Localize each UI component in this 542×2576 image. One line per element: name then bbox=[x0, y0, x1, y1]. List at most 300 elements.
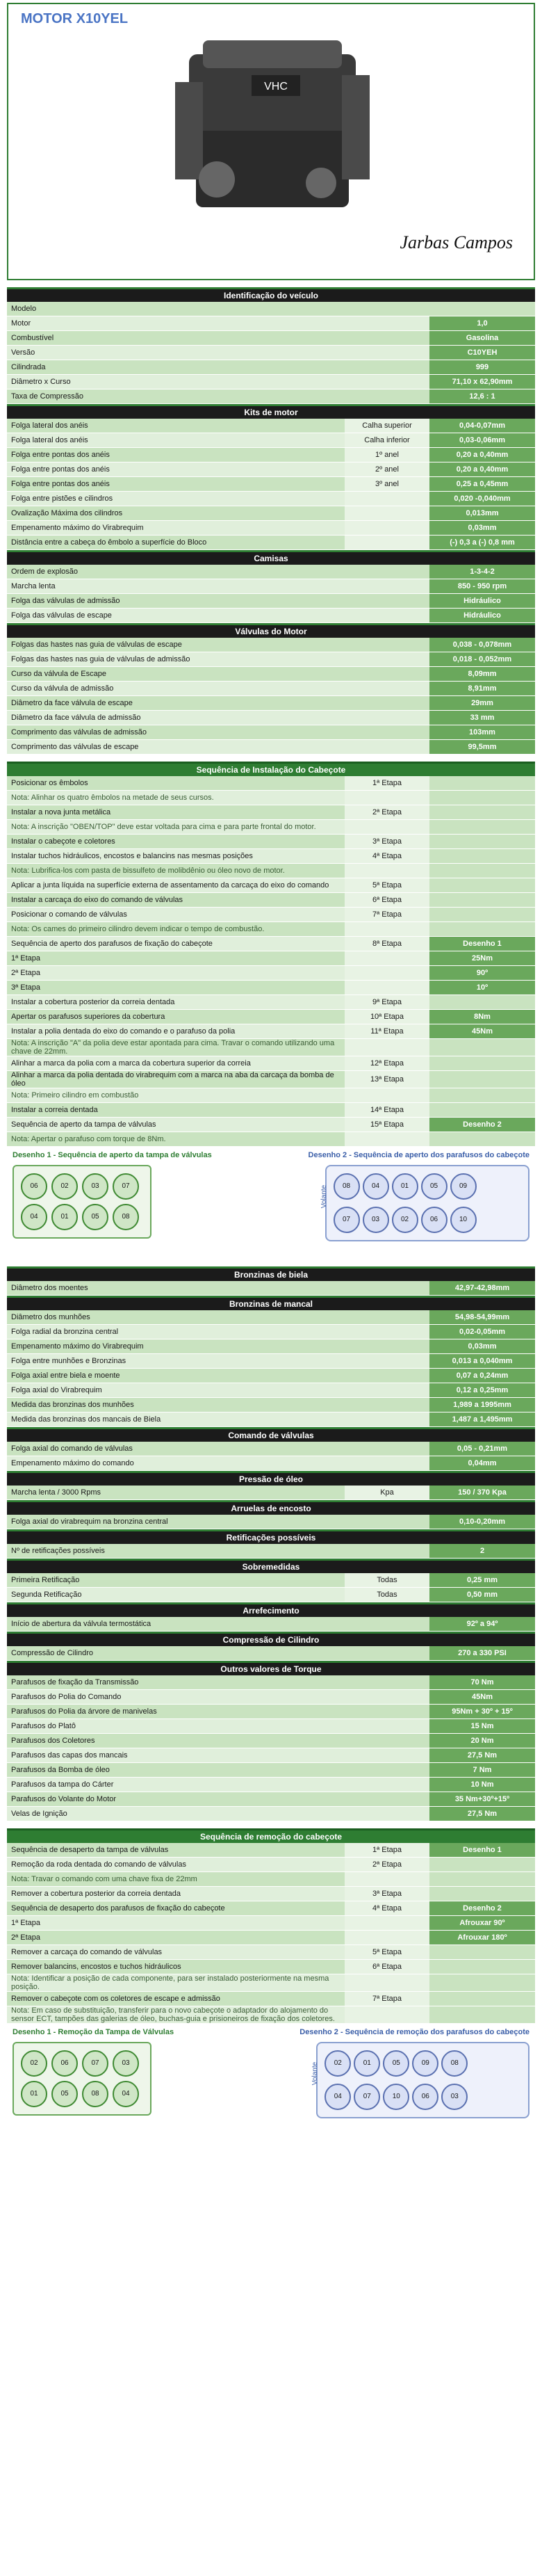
table-row bbox=[7, 1442, 535, 1456]
row-label: Folga radial da bronzina central bbox=[7, 1325, 429, 1339]
table-row bbox=[7, 725, 535, 740]
section-oleo: Pressão de óleo bbox=[7, 1471, 535, 1486]
table-row bbox=[7, 981, 535, 995]
table-row bbox=[7, 893, 535, 908]
row-label: Folga entre pontas dos anéis bbox=[7, 462, 345, 477]
instalacao-table bbox=[7, 776, 535, 1147]
valvulas-table bbox=[7, 638, 535, 755]
row-label: 1ª Etapa bbox=[7, 951, 345, 966]
row-mid bbox=[345, 1132, 429, 1147]
table-row bbox=[7, 1588, 535, 1602]
table-row bbox=[7, 536, 535, 550]
row-value bbox=[429, 908, 535, 922]
camisas-table bbox=[7, 565, 535, 623]
bolt: 07 bbox=[354, 2084, 380, 2110]
table-row bbox=[7, 1748, 535, 1763]
row-mid: 4ª Etapa bbox=[345, 1901, 429, 1916]
table-row bbox=[7, 1398, 535, 1412]
row-value: 0,25 a 0,45mm bbox=[429, 477, 535, 492]
page-title: MOTOR X10YEL bbox=[21, 11, 129, 26]
section-remocao: Sequência de remoção do cabeçote bbox=[7, 1828, 535, 1843]
table-row bbox=[7, 579, 535, 594]
row-value: 99,5mm bbox=[429, 740, 535, 755]
diagram-cabecote-bolts bbox=[325, 1165, 529, 1241]
row-label: Instalar a carcaça do eixo do comando de válvulas bbox=[7, 893, 345, 908]
engine-illustration bbox=[147, 26, 397, 235]
row-value: 70 Nm bbox=[429, 1675, 535, 1690]
table-row bbox=[7, 1412, 535, 1427]
row-mid: 2º anel bbox=[345, 462, 429, 477]
row-label: Nota: Travar o comando com uma chave fixa de 22mm bbox=[7, 1872, 345, 1887]
row-value: 92º a 94º bbox=[429, 1617, 535, 1632]
row-label: Cilindrada bbox=[7, 360, 429, 375]
row-mid: Calha inferior bbox=[345, 433, 429, 448]
row-value bbox=[429, 1056, 535, 1071]
row-label: Instalar o cabeçote e coletores bbox=[7, 835, 345, 849]
engine-hero bbox=[7, 3, 535, 280]
bolt: 03 bbox=[363, 1207, 389, 1233]
row-mid: 7ª Etapa bbox=[345, 1992, 429, 2006]
row-label: Folga axial do virabrequim na bronzina central bbox=[7, 1515, 429, 1529]
table-row bbox=[7, 506, 535, 521]
sobremedidas-table bbox=[7, 1573, 535, 1602]
section-arruelas: Arruelas de encosto bbox=[7, 1500, 535, 1515]
row-value bbox=[429, 1039, 535, 1056]
table-row bbox=[7, 776, 535, 791]
row-label: Versão bbox=[7, 346, 429, 360]
row-label: Remoção da roda dentada do comando de válvulas bbox=[7, 1858, 345, 1872]
table-row bbox=[7, 565, 535, 579]
row-mid bbox=[345, 791, 429, 805]
row-label: Parafusos do Polia do Comando bbox=[7, 1690, 429, 1705]
table-row bbox=[7, 951, 535, 966]
row-value: 10 Nm bbox=[429, 1778, 535, 1792]
table-row bbox=[7, 1792, 535, 1807]
diagram-cabecote bbox=[309, 1151, 529, 1255]
row-label: Alinhar a marca da polia dentada do virabrequim com a marca na aba da carcaça da bomba de óleo bbox=[7, 1071, 345, 1088]
row-label: Folga das válvulas de escape bbox=[7, 609, 429, 623]
row-value: 35 Nm+30º+15º bbox=[429, 1792, 535, 1807]
bolt: 06 bbox=[412, 2084, 438, 2110]
row-value bbox=[429, 1858, 535, 1872]
row-label: Taxa de Compressão bbox=[7, 389, 429, 404]
bolt: 06 bbox=[421, 1207, 447, 1233]
table-row bbox=[7, 1325, 535, 1339]
row-label: Nota: Os cames do primeiro cilindro devem indicar o tempo de combustão. bbox=[7, 922, 345, 937]
row-mid bbox=[345, 864, 429, 878]
row-value: 45Nm bbox=[429, 1690, 535, 1705]
table-row bbox=[7, 937, 535, 951]
row-mid: 1ª Etapa bbox=[345, 1843, 429, 1858]
row-value: (-) 0,3 a (-) 0,8 mm bbox=[429, 536, 535, 550]
table-row bbox=[7, 1010, 535, 1024]
bolt: 07 bbox=[113, 1173, 139, 1200]
row-value bbox=[429, 922, 535, 937]
biela-table bbox=[7, 1281, 535, 1296]
row-mid: 5ª Etapa bbox=[345, 878, 429, 893]
row-label: Nota: Alinhar os quatro êmbolos na metade de seus cursos. bbox=[7, 791, 345, 805]
row-mid bbox=[345, 492, 429, 506]
bolt: 08 bbox=[113, 1204, 139, 1230]
row-value bbox=[429, 2006, 535, 2024]
row-mid: 3ª Etapa bbox=[345, 1887, 429, 1901]
row-mid: 14ª Etapa bbox=[345, 1103, 429, 1118]
row-mid bbox=[345, 1916, 429, 1931]
row-label: Folga axial do comando de válvulas bbox=[7, 1442, 429, 1456]
bolt: 01 bbox=[354, 2050, 380, 2077]
diagram-remocao-tampa bbox=[13, 2028, 174, 2132]
row-value: 103mm bbox=[429, 725, 535, 740]
bolt: 04 bbox=[325, 2084, 351, 2110]
row-mid bbox=[345, 1872, 429, 1887]
row-mid bbox=[345, 966, 429, 981]
row-value: 90º bbox=[429, 966, 535, 981]
row-value: 33 mm bbox=[429, 711, 535, 725]
row-mid bbox=[345, 536, 429, 550]
row-label: Parafusos do Polia da árvore de manivelas bbox=[7, 1705, 429, 1719]
row-label: Curso da válvula de Escape bbox=[7, 667, 429, 682]
table-row bbox=[7, 1675, 535, 1690]
table-row bbox=[7, 922, 535, 937]
table-row bbox=[7, 609, 535, 623]
row-label: Nota: Identificar a posição de cada componente, para ser instalado posteriormente na mesma posição. bbox=[7, 1974, 345, 1992]
row-value: 2 bbox=[429, 1544, 535, 1559]
row-label: Nota: Primeiro cilindro em combustão bbox=[7, 1088, 345, 1103]
row-label: Folga lateral dos anéis bbox=[7, 433, 345, 448]
table-row bbox=[7, 2006, 535, 2024]
row-label: Diâmetro dos munhões bbox=[7, 1310, 429, 1325]
row-value: 0,018 - 0,052mm bbox=[429, 652, 535, 667]
bolt: 03 bbox=[441, 2084, 468, 2110]
diagram-tampa-title: Desenho 1 - Sequência de aperto da tampa de válvulas bbox=[13, 1151, 212, 1159]
row-value bbox=[429, 791, 535, 805]
engine-badge: VHC bbox=[264, 81, 288, 92]
row-mid: Todas bbox=[345, 1573, 429, 1588]
row-label: Nota: Em caso de substituição, transferir para o novo cabeçote o adaptador do alojamento do sensor ECT, tampões das galerias de óleo, buchas-guia e prisioneiros de fixação dos coletores. bbox=[7, 2006, 345, 2024]
table-row bbox=[7, 1310, 535, 1325]
table-row bbox=[7, 1456, 535, 1471]
comando-table bbox=[7, 1442, 535, 1471]
row-label: Folga axial do Virabrequim bbox=[7, 1383, 429, 1398]
row-label: Distância entre a cabeça do êmbolo a superfície do Bloco bbox=[7, 536, 345, 550]
table-row bbox=[7, 389, 535, 404]
table-row bbox=[7, 1369, 535, 1383]
table-row bbox=[7, 711, 535, 725]
row-value bbox=[429, 1103, 535, 1118]
row-value bbox=[429, 878, 535, 893]
row-value bbox=[429, 995, 535, 1010]
table-row bbox=[7, 1118, 535, 1132]
row-mid bbox=[345, 981, 429, 995]
row-label: 2ª Etapa bbox=[7, 966, 345, 981]
bolt: 10 bbox=[383, 2084, 409, 2110]
bolt: 05 bbox=[51, 2081, 78, 2107]
row-label: Apertar os parafusos superiores da cobertura bbox=[7, 1010, 345, 1024]
row-value bbox=[429, 835, 535, 849]
table-row bbox=[7, 682, 535, 696]
row-mid: Todas bbox=[345, 1588, 429, 1602]
row-value bbox=[429, 1992, 535, 2006]
row-mid: 5ª Etapa bbox=[345, 1945, 429, 1960]
row-label: Diâmetro da face válvula de admissão bbox=[7, 711, 429, 725]
row-label: Diâmetro x Curso bbox=[7, 375, 429, 389]
row-value: 8,09mm bbox=[429, 667, 535, 682]
row-label: Compressão de Cilindro bbox=[7, 1646, 429, 1661]
row-mid bbox=[345, 2006, 429, 2024]
row-mid: 13ª Etapa bbox=[345, 1071, 429, 1088]
row-label: Remover balancins, encostos e tuchos hidráulicos bbox=[7, 1960, 345, 1974]
row-value: 0,10-0,20mm bbox=[429, 1515, 535, 1529]
row-mid: 9ª Etapa bbox=[345, 995, 429, 1010]
table-row bbox=[7, 1763, 535, 1778]
section-mancal: Bronzinas de mancal bbox=[7, 1296, 535, 1310]
table-row bbox=[7, 419, 535, 433]
row-label: Medida das bronzinas dos mancais de Biela bbox=[7, 1412, 429, 1427]
row-label: Diâmetro dos moentes bbox=[7, 1281, 429, 1296]
row-label: Modelo bbox=[7, 302, 429, 316]
row-label: Folga lateral dos anéis bbox=[7, 419, 345, 433]
row-mid bbox=[345, 820, 429, 835]
bolt: 02 bbox=[392, 1207, 418, 1233]
row-value: Desenho 1 bbox=[429, 1843, 535, 1858]
row-value bbox=[429, 864, 535, 878]
row-value: 8,91mm bbox=[429, 682, 535, 696]
bolt: 05 bbox=[82, 1204, 108, 1230]
table-row bbox=[7, 594, 535, 609]
section-instalacao: Sequência de Instalação do Cabeçote bbox=[7, 762, 535, 776]
table-row bbox=[7, 1354, 535, 1369]
table-row bbox=[7, 316, 535, 331]
table-row bbox=[7, 448, 535, 462]
table-row bbox=[7, 1872, 535, 1887]
row-value: 0,013mm bbox=[429, 506, 535, 521]
table-row bbox=[7, 462, 535, 477]
row-label: 3ª Etapa bbox=[7, 981, 345, 995]
row-label: Sequência de desaperto da tampa de válvulas bbox=[7, 1843, 345, 1858]
bolt: 03 bbox=[113, 2050, 139, 2077]
row-label: Sequência de desaperto dos parafusos de fixação do cabeçote bbox=[7, 1901, 345, 1916]
row-label: Ovalização Máxima dos cilindros bbox=[7, 506, 345, 521]
row-mid: 11ª Etapa bbox=[345, 1024, 429, 1039]
table-row bbox=[7, 878, 535, 893]
row-value bbox=[429, 1974, 535, 1992]
row-label: Nota: Apertar o parafuso com torque de 8Nm. bbox=[7, 1132, 345, 1147]
row-mid bbox=[345, 1088, 429, 1103]
table-row bbox=[7, 1088, 535, 1103]
volante-label: Volante bbox=[320, 1184, 328, 1209]
row-value: Gasolina bbox=[429, 331, 535, 346]
row-value: 0,07 a 0,24mm bbox=[429, 1369, 535, 1383]
row-value: Desenho 2 bbox=[429, 1118, 535, 1132]
section-comando: Comando de válvulas bbox=[7, 1427, 535, 1442]
row-value: 0,013 a 0,040mm bbox=[429, 1354, 535, 1369]
mancal-table bbox=[7, 1310, 535, 1427]
bolt: 04 bbox=[21, 1204, 47, 1230]
row-value: Afrouxar 180º bbox=[429, 1931, 535, 1945]
row-label: Nº de retificações possíveis bbox=[7, 1544, 429, 1559]
row-value bbox=[429, 1132, 535, 1147]
bolt: 07 bbox=[334, 1207, 360, 1233]
row-label: Medida das bronzinas dos munhões bbox=[7, 1398, 429, 1412]
row-label: Instalar a nova junta metálica bbox=[7, 805, 345, 820]
row-value: 7 Nm bbox=[429, 1763, 535, 1778]
row-value: 0,05 - 0,21mm bbox=[429, 1442, 535, 1456]
diagram-tampa bbox=[13, 1151, 212, 1255]
diagram-remocao-cabecote-title: Desenho 2 - Sequência de remoção dos parafusos do cabeçote bbox=[299, 2028, 529, 2036]
row-label: Parafusos da Bomba de óleo bbox=[7, 1763, 429, 1778]
row-label: Folgas das hastes nas guia de válvulas de admissão bbox=[7, 652, 429, 667]
row-value: 270 a 330 PSI bbox=[429, 1646, 535, 1661]
row-mid: 1ª Etapa bbox=[345, 776, 429, 791]
row-value: 0,03mm bbox=[429, 521, 535, 536]
row-label: Ordem de explosão bbox=[7, 565, 429, 579]
row-label: 2ª Etapa bbox=[7, 1931, 345, 1945]
table-row bbox=[7, 360, 535, 375]
row-value: 71,10 x 62,90mm bbox=[429, 375, 535, 389]
row-value: 45Nm bbox=[429, 1024, 535, 1039]
identificacao-table bbox=[7, 302, 535, 404]
table-row bbox=[7, 1383, 535, 1398]
row-value: 150 / 370 Kpa bbox=[429, 1486, 535, 1500]
row-value bbox=[429, 820, 535, 835]
row-mid: 4ª Etapa bbox=[345, 849, 429, 864]
table-row bbox=[7, 375, 535, 389]
row-label: Remover o cabeçote com os coletores de escape e admissão bbox=[7, 1992, 345, 2006]
bolt: 06 bbox=[21, 1173, 47, 1200]
table-row bbox=[7, 1071, 535, 1088]
row-mid: 6ª Etapa bbox=[345, 893, 429, 908]
row-label: Posicionar os êmbolos bbox=[7, 776, 345, 791]
arruelas-table bbox=[7, 1515, 535, 1529]
bolt: 02 bbox=[21, 2050, 47, 2077]
row-value: 29mm bbox=[429, 696, 535, 711]
row-label: Parafusos do Platô bbox=[7, 1719, 429, 1734]
row-label: Marcha lenta bbox=[7, 579, 429, 594]
table-row bbox=[7, 1887, 535, 1901]
bolt: 01 bbox=[392, 1173, 418, 1200]
table-row bbox=[7, 521, 535, 536]
table-row bbox=[7, 1992, 535, 2006]
table-row bbox=[7, 1734, 535, 1748]
row-mid bbox=[345, 922, 429, 937]
table-row bbox=[7, 864, 535, 878]
row-value: Hidráulico bbox=[429, 609, 535, 623]
table-row bbox=[7, 995, 535, 1010]
row-mid bbox=[345, 951, 429, 966]
row-value: 0,038 - 0,078mm bbox=[429, 638, 535, 652]
row-value: 27,5 Nm bbox=[429, 1807, 535, 1821]
table-row bbox=[7, 1960, 535, 1974]
row-mid: Calha superior bbox=[345, 419, 429, 433]
torque-table bbox=[7, 1675, 535, 1821]
oleo-table bbox=[7, 1486, 535, 1500]
row-mid: 7ª Etapa bbox=[345, 908, 429, 922]
row-label: Parafusos de fixação da Transmissão bbox=[7, 1675, 429, 1690]
table-row bbox=[7, 1281, 535, 1296]
diagrams-remocao bbox=[7, 2024, 535, 2136]
row-value: 0,03-0,06mm bbox=[429, 433, 535, 448]
row-value: 0,04mm bbox=[429, 1456, 535, 1471]
row-value: 1,989 a 1995mm bbox=[429, 1398, 535, 1412]
table-row bbox=[7, 331, 535, 346]
table-row bbox=[7, 805, 535, 820]
row-value: 1,487 a 1,495mm bbox=[429, 1412, 535, 1427]
table-row bbox=[7, 1039, 535, 1056]
row-label: Folga entre pontas dos anéis bbox=[7, 448, 345, 462]
row-value: Desenho 2 bbox=[429, 1901, 535, 1916]
row-mid: 1º anel bbox=[345, 448, 429, 462]
table-row bbox=[7, 1916, 535, 1931]
section-arrefecimento: Arrefecimento bbox=[7, 1602, 535, 1617]
row-label: Parafusos da tampa do Cárter bbox=[7, 1778, 429, 1792]
row-label: Comprimento das válvulas de admissão bbox=[7, 725, 429, 740]
row-mid: 3º anel bbox=[345, 477, 429, 492]
row-label: Alinhar a marca da polia com a marca da cobertura superior da correia bbox=[7, 1056, 345, 1071]
row-label: Aplicar a junta líquida na superfície externa de assentamento da carcaça do eixo do comando bbox=[7, 878, 345, 893]
row-label: Instalar a polia dentada do eixo do comando e o parafuso da polia bbox=[7, 1024, 345, 1039]
volante-label-2: Volante bbox=[311, 2061, 320, 2086]
row-value bbox=[429, 302, 535, 316]
bolt: 02 bbox=[325, 2050, 351, 2077]
row-mid bbox=[345, 1039, 429, 1056]
table-row bbox=[7, 908, 535, 922]
row-value bbox=[429, 1071, 535, 1088]
bolt: 09 bbox=[412, 2050, 438, 2077]
row-value bbox=[429, 776, 535, 791]
bolt: 08 bbox=[82, 2081, 108, 2107]
table-row bbox=[7, 791, 535, 805]
compressao-table bbox=[7, 1646, 535, 1661]
table-row bbox=[7, 346, 535, 360]
row-value: 1,0 bbox=[429, 316, 535, 331]
row-label: Empenamento máximo do Virabrequim bbox=[7, 521, 345, 536]
table-row bbox=[7, 1339, 535, 1354]
row-label: Instalar a cobertura posterior da correia dentada bbox=[7, 995, 345, 1010]
row-value: 95Nm + 30º + 15º bbox=[429, 1705, 535, 1719]
row-label: Comprimento das válvulas de escape bbox=[7, 740, 429, 755]
bolt: 04 bbox=[113, 2081, 139, 2107]
table-row bbox=[7, 1515, 535, 1529]
diagrams-instalacao bbox=[7, 1147, 535, 1259]
row-value bbox=[429, 893, 535, 908]
row-mid: 3ª Etapa bbox=[345, 835, 429, 849]
row-label: Segunda Retificação bbox=[7, 1588, 345, 1602]
bolt: 04 bbox=[363, 1173, 389, 1200]
row-value bbox=[429, 1960, 535, 1974]
row-label: Folga axial entre biela e moente bbox=[7, 1369, 429, 1383]
row-mid bbox=[345, 521, 429, 536]
section-torque: Outros valores de Torque bbox=[7, 1661, 535, 1675]
row-value: 0,20 a 0,40mm bbox=[429, 462, 535, 477]
row-label: Folga entre munhões e Bronzinas bbox=[7, 1354, 429, 1369]
table-row bbox=[7, 1901, 535, 1916]
table-row bbox=[7, 820, 535, 835]
diagram-remocao-cabecote bbox=[299, 2028, 529, 2132]
table-row bbox=[7, 302, 535, 316]
row-label: Remover a cobertura posterior da correia dentada bbox=[7, 1887, 345, 1901]
bolt: 01 bbox=[21, 2081, 47, 2107]
table-row bbox=[7, 1573, 535, 1588]
table-row bbox=[7, 1858, 535, 1872]
row-mid bbox=[345, 506, 429, 521]
section-identificacao: Identificação do veículo bbox=[7, 287, 535, 302]
row-mid: 10ª Etapa bbox=[345, 1010, 429, 1024]
row-label: Folga entre pontas dos anéis bbox=[7, 477, 345, 492]
row-label: Combustível bbox=[7, 331, 429, 346]
table-row bbox=[7, 652, 535, 667]
row-label: Nota: A inscrição "OBEN/TOP" deve estar voltada para cima e para parte frontal do motor. bbox=[7, 820, 345, 835]
diagram-tampa-bolts bbox=[13, 1165, 151, 1239]
